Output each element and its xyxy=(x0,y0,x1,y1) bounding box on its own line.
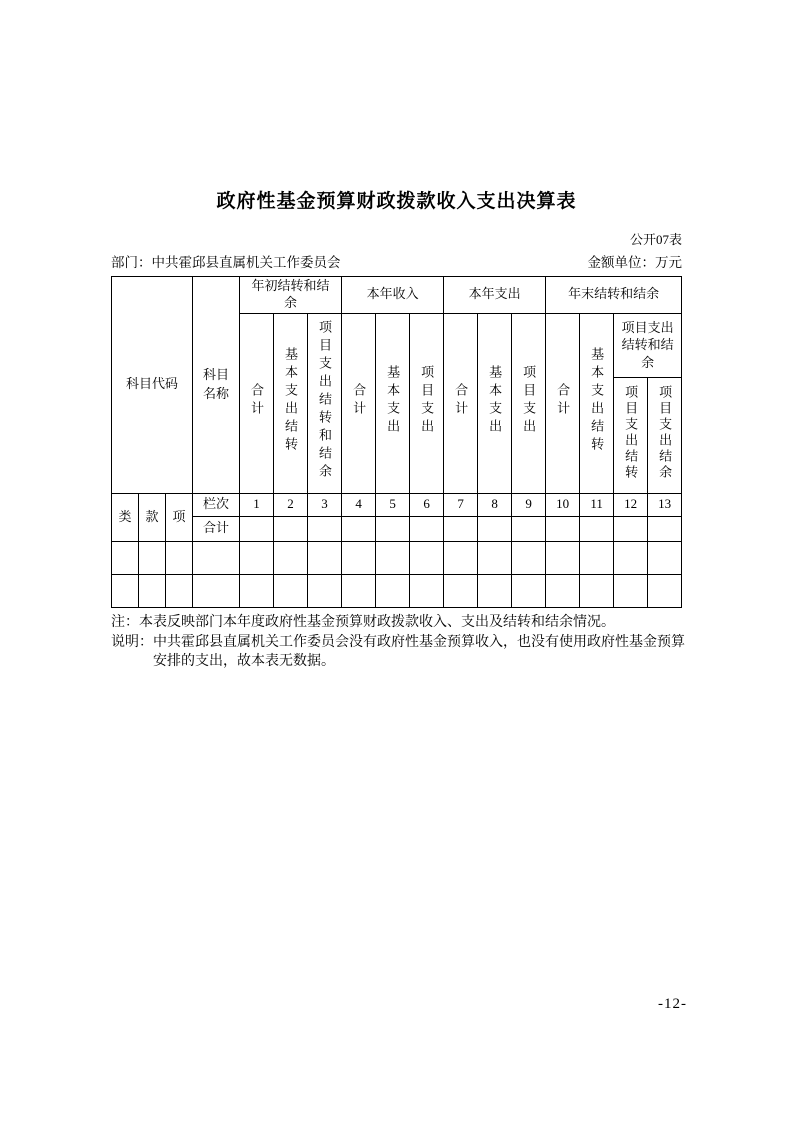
column-label: 项目支出结转和结余 xyxy=(317,319,333,482)
header-col7-total xyxy=(444,313,478,493)
data-cell xyxy=(240,574,274,607)
empty-row xyxy=(112,574,682,607)
header-col8-basic-expenditure xyxy=(478,313,512,493)
subgroup-label: 项目支出结转和结余 xyxy=(621,319,674,370)
column-label: 基本支出 xyxy=(385,364,401,437)
data-cell xyxy=(112,541,139,574)
column-label: 基本支出 xyxy=(487,364,503,437)
header-col12-project-expenditure-carryover xyxy=(614,377,648,493)
data-cell xyxy=(342,574,376,607)
column-label: 合计 xyxy=(453,382,469,419)
column-label: 项目支出 xyxy=(521,364,537,437)
data-cell xyxy=(274,541,308,574)
data-cell xyxy=(580,516,614,541)
column-number-4: 4 xyxy=(342,493,376,516)
total-row xyxy=(112,516,682,541)
header-code-section xyxy=(139,493,166,541)
data-cell xyxy=(308,541,342,574)
data-cell xyxy=(193,541,240,574)
data-cell xyxy=(648,574,682,607)
data-cell xyxy=(274,574,308,607)
form-code-label: 公开07表 xyxy=(629,232,682,247)
data-cell xyxy=(308,574,342,607)
data-cell xyxy=(112,574,139,607)
data-cell xyxy=(410,516,444,541)
data-cell xyxy=(166,574,193,607)
header-col6-project-expenditure xyxy=(410,313,444,493)
table-note: 注：本表反映部门本年度政府性基金预算财政拨款收入、支出及结转和结余情况。 xyxy=(111,615,615,630)
data-cell xyxy=(193,574,240,607)
header-col9-project-expenditure xyxy=(512,313,546,493)
data-cell xyxy=(410,541,444,574)
data-cell xyxy=(444,516,478,541)
data-cell xyxy=(376,574,410,607)
header-group-closing-balance xyxy=(546,277,682,314)
code-subcolumn-label: 类 xyxy=(118,508,132,524)
column-number-13: 13 xyxy=(648,493,682,516)
data-cell xyxy=(478,574,512,607)
column-number-12: 12 xyxy=(614,493,648,516)
column-label: 合计 xyxy=(351,382,367,419)
header-col13-project-expenditure-surplus xyxy=(648,377,682,493)
data-cell xyxy=(444,574,478,607)
column-index-label xyxy=(193,493,240,516)
data-cell xyxy=(166,541,193,574)
column-index-row xyxy=(112,493,682,516)
empty-row xyxy=(112,541,682,574)
data-cell xyxy=(139,574,166,607)
code-subcolumn-label: 项 xyxy=(172,508,186,524)
column-number-6: 6 xyxy=(410,493,444,516)
data-cell xyxy=(478,541,512,574)
page-title: 政府性基金预算财政拨款收入支出决算表 xyxy=(216,191,577,212)
data-cell xyxy=(478,516,512,541)
data-cell xyxy=(240,516,274,541)
data-cell xyxy=(546,574,580,607)
unit-label: 金额单位：万元 xyxy=(587,255,682,270)
data-cell xyxy=(240,541,274,574)
header-group-current-year-income xyxy=(342,277,444,314)
column-label: 项目支出结转 xyxy=(623,384,639,481)
header-group-current-year-expenditure xyxy=(444,277,546,314)
header-col10-total xyxy=(546,313,580,493)
notes-section xyxy=(111,614,688,671)
column-label: 基本支出结转 xyxy=(589,346,605,455)
column-label: 基本支出结转 xyxy=(283,346,299,455)
header-subject-code xyxy=(112,277,193,494)
subject-name-label: 科目名称 xyxy=(203,367,230,401)
data-cell xyxy=(546,541,580,574)
data-cell xyxy=(614,574,648,607)
column-number-7: 7 xyxy=(444,493,478,516)
column-number-2: 2 xyxy=(274,493,308,516)
data-cell xyxy=(546,516,580,541)
data-cell xyxy=(342,541,376,574)
data-cell xyxy=(512,516,546,541)
column-number-5: 5 xyxy=(376,493,410,516)
data-cell xyxy=(376,541,410,574)
column-number-11: 11 xyxy=(580,493,614,516)
header-code-item xyxy=(166,493,193,541)
header-code-class xyxy=(112,493,139,541)
column-number-3: 3 xyxy=(308,493,342,516)
data-cell xyxy=(342,516,376,541)
header-col4-total xyxy=(342,313,376,493)
column-number-10: 10 xyxy=(546,493,580,516)
group-label: 本年支出 xyxy=(468,286,521,302)
row-index-label: 栏次 xyxy=(203,496,230,512)
header-col3-project-expenditure-carryover-surplus xyxy=(308,313,342,493)
column-number-1: 1 xyxy=(240,493,274,516)
group-label: 年初结转和结余 xyxy=(251,278,330,310)
data-cell xyxy=(376,516,410,541)
column-label: 项目支出结余 xyxy=(657,384,673,481)
header-subject-name xyxy=(193,277,240,494)
data-cell xyxy=(648,516,682,541)
header-subgroup-project-carryover-surplus xyxy=(614,313,682,377)
header-col5-basic-expenditure xyxy=(376,313,410,493)
total-row-label: 合计 xyxy=(193,516,240,541)
table-description: 说明：中共霍邱县直属机关工作委员会没有政府性基金预算收入，也没有使用政府性基金预算安排的支出，故本表无数据。 xyxy=(111,635,685,669)
data-cell xyxy=(274,516,308,541)
fiscal-table xyxy=(111,276,682,608)
department-label: 部门：中共霍邱县直属机关工作委员会 xyxy=(111,255,341,270)
data-cell xyxy=(614,516,648,541)
data-cell xyxy=(614,541,648,574)
data-cell xyxy=(580,574,614,607)
group-label: 本年收入 xyxy=(366,286,419,302)
data-cell xyxy=(308,516,342,541)
column-number-9: 9 xyxy=(512,493,546,516)
header-col11-basic-expenditure-carryover xyxy=(580,313,614,493)
code-subcolumn-label: 款 xyxy=(145,508,159,524)
subject-code-label: 科目代码 xyxy=(126,376,179,392)
data-cell xyxy=(410,574,444,607)
data-cell xyxy=(648,541,682,574)
header-group-opening-balance xyxy=(240,277,342,314)
column-number-8: 8 xyxy=(478,493,512,516)
header-col2-basic-expenditure-carryover xyxy=(274,313,308,493)
data-cell xyxy=(512,541,546,574)
meta-row xyxy=(111,251,682,271)
header-col1-total xyxy=(240,313,274,493)
column-label: 合计 xyxy=(555,382,571,419)
column-label: 项目支出 xyxy=(419,364,435,437)
data-cell xyxy=(580,541,614,574)
column-label: 合计 xyxy=(249,382,265,419)
group-label: 年末结转和结余 xyxy=(568,286,660,302)
page-number: -12- xyxy=(658,996,687,1012)
data-cell xyxy=(139,541,166,574)
data-cell xyxy=(444,541,478,574)
data-cell xyxy=(512,574,546,607)
header-row-groups xyxy=(112,277,682,314)
